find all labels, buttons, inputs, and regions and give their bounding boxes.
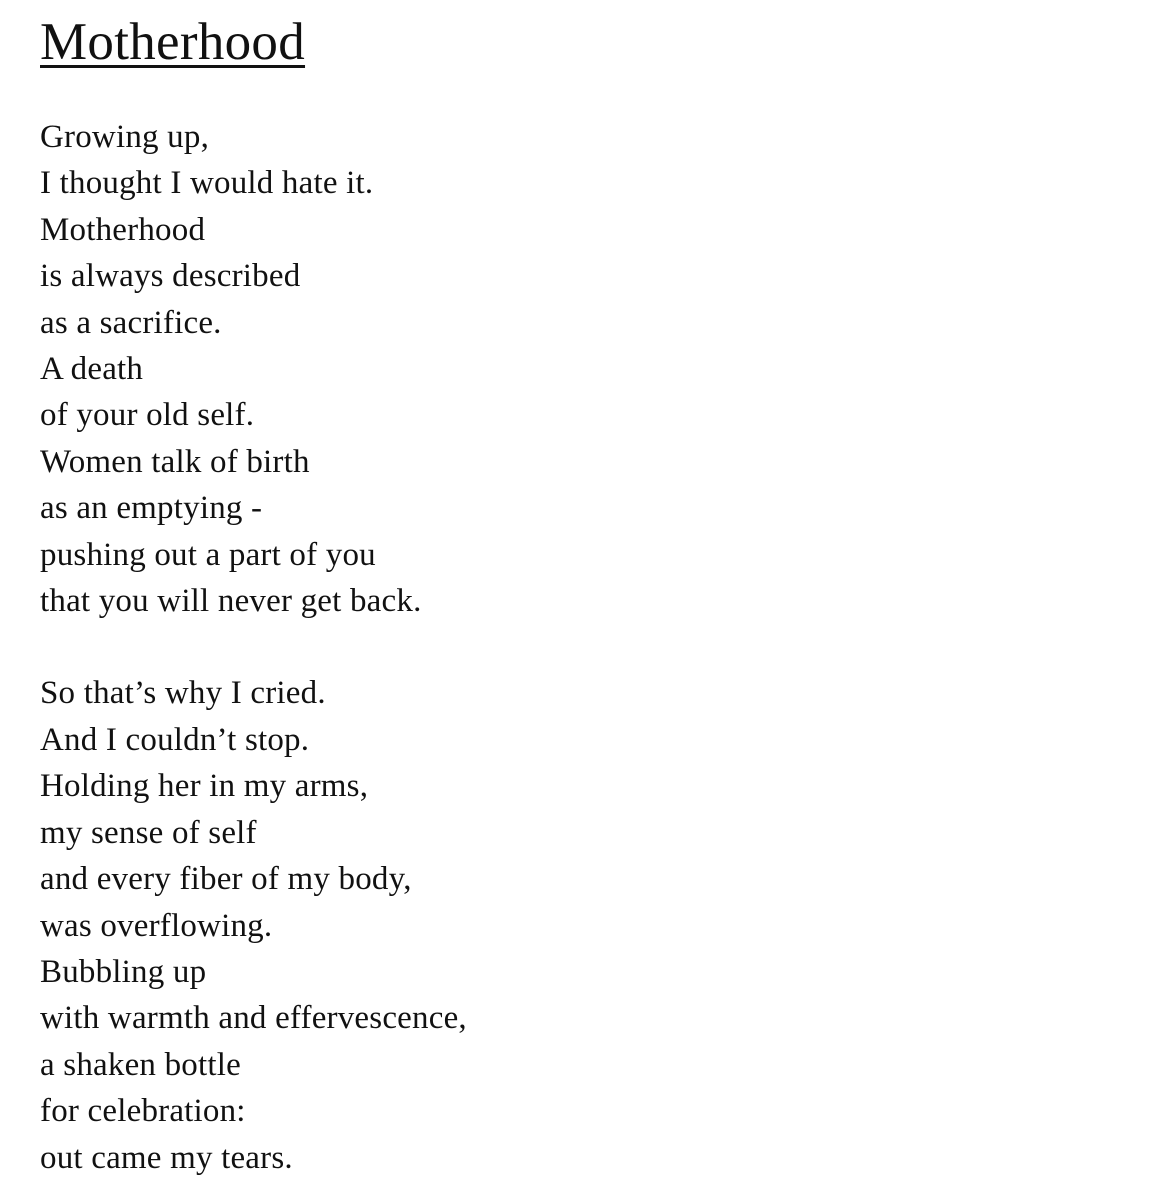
poem-line: a shaken bottle <box>40 1046 241 1083</box>
poem-line: I thought I would hate it. <box>40 165 374 202</box>
poem-line: with warmth and effervescence, <box>40 1000 467 1037</box>
poem-line: out came my tears. <box>40 1139 293 1176</box>
poem-line: my sense of self <box>40 814 257 851</box>
poem-line: of your old self. <box>40 397 255 434</box>
poem-line: Motherhood <box>40 211 206 248</box>
poem-line: Women talk of birth <box>40 443 310 480</box>
poem-line: A death <box>40 351 144 388</box>
poem-line: that you will never get back. <box>40 583 422 620</box>
poem-line: was overflowing. <box>40 907 273 944</box>
poem-title: Motherhood <box>40 13 306 71</box>
poem-line: Bubbling up <box>40 953 207 990</box>
poem-line: as an emptying - <box>40 490 263 527</box>
stanza-2 <box>40 670 1140 1180</box>
poem-line: And I couldn’t stop. <box>40 721 310 758</box>
poem <box>40 0 1140 1181</box>
poem-line: as a sacrifice. <box>40 304 222 341</box>
stanza-1 <box>40 114 1140 624</box>
poem-line: Holding her in my arms, <box>40 768 369 805</box>
poem-line: is always described <box>40 258 301 295</box>
poem-line: and every fiber of my body, <box>40 861 412 898</box>
poem-line: Growing up, <box>40 119 210 155</box>
poem-line: So that’s why I cried. <box>40 675 326 712</box>
poem-line: for celebration: <box>40 1093 246 1130</box>
poem-line: pushing out a part of you <box>40 536 376 573</box>
